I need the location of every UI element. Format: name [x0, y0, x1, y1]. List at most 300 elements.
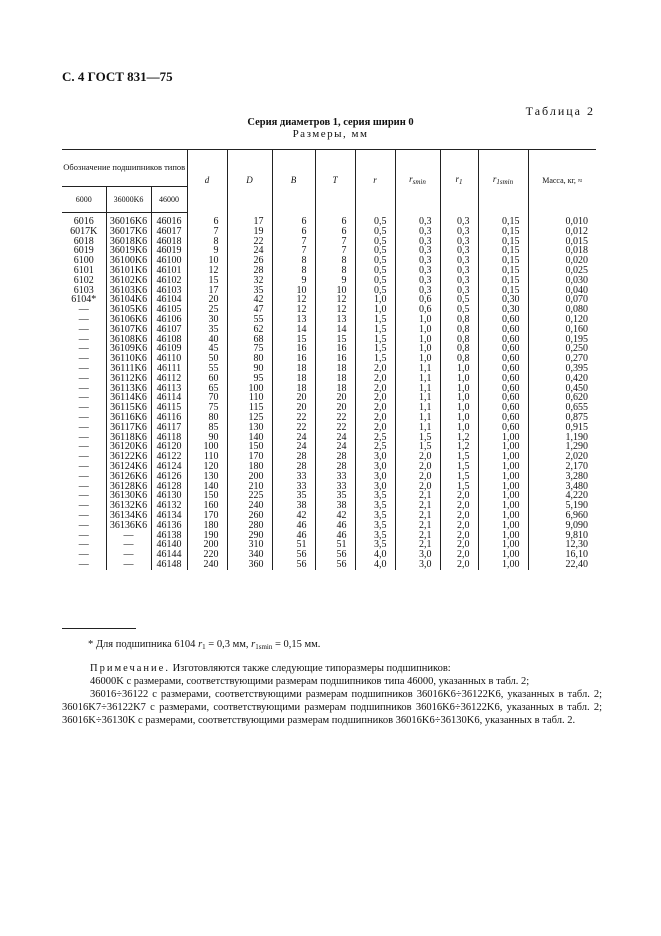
table-cell: 36114K6 [106, 393, 151, 403]
table-cell: 2,0 [355, 413, 395, 423]
table-cell: — [78, 460, 89, 472]
table-cell: 190 [187, 531, 227, 541]
table-cell: 1,00 [478, 501, 528, 511]
table-cell: 36101K6 [106, 266, 151, 276]
table-cell: 20 [187, 295, 227, 305]
table-cell: 46109 [151, 344, 187, 354]
table-cell: 8 [315, 266, 355, 276]
table-cell: 1,0 [395, 325, 440, 335]
table-cell: 46 [315, 531, 355, 541]
table-cell: 36106K6 [106, 315, 151, 325]
table-cell: 140 [227, 433, 272, 443]
table-cell: 6100 [73, 255, 94, 267]
table-cell: 115 [227, 403, 272, 413]
table-cell: 0,012 [528, 227, 596, 237]
table-cell: 36122K6 [106, 452, 151, 462]
table-cell: 0,6 [395, 305, 440, 315]
table-cell: 46115 [151, 403, 187, 413]
table-cell: 17 [187, 286, 227, 296]
table-cell: 18 [315, 384, 355, 394]
table-cell: 1,00 [478, 482, 528, 492]
table-cell: 9,090 [528, 521, 596, 531]
table-cell: — [78, 480, 89, 492]
table-cell: 46118 [151, 433, 187, 443]
table-cell: 6101 [73, 264, 94, 276]
table-cell: 0,3 [440, 227, 478, 237]
table-cell: 33 [272, 472, 315, 482]
table-cell: 46120 [151, 442, 187, 452]
note-line-36016: 36016÷36122 с размерами, соответствующими размерам подшипников 36016K6÷36122K6, указанных в табл. 2; 36016K7÷36122K7 с размерами, соответствующими размерам подшипников 36016K6÷36122K6, указанных в табл. 2; 36016K÷36130K с размерами, соответствующими размерам подшипников 36016K6÷36130K6, указанных в табл. 2. [62, 689, 602, 726]
table-cell: — [78, 343, 89, 355]
table-cell: — [78, 411, 89, 423]
table-cell: 6017K [70, 225, 98, 237]
table-cell: 46016 [151, 213, 187, 227]
table-cell: 2,0 [355, 364, 395, 374]
table-cell: 36118K6 [106, 433, 151, 443]
table-cell: 46 [315, 521, 355, 531]
table-cell: 1,1 [395, 403, 440, 413]
table-cell: 18 [315, 374, 355, 384]
table-cell: 46111 [151, 364, 187, 374]
table-cell: 3,5 [355, 501, 395, 511]
table-cell: 46113 [151, 384, 187, 394]
table-cell: 0,8 [440, 354, 478, 364]
table-cell: 0,15 [478, 213, 528, 227]
table-cell: 12,30 [528, 540, 596, 550]
table-cell: 0,3 [395, 227, 440, 237]
table-cell: — [78, 323, 89, 335]
table-cell: 56 [272, 550, 315, 560]
table-caption-units: Размеры, мм [292, 128, 369, 140]
table-cell: 46108 [151, 335, 187, 345]
col-r-header: r [355, 150, 395, 213]
table-cell: 14 [272, 325, 315, 335]
table-cell: 1,00 [478, 462, 528, 472]
table-cell: 1,290 [528, 442, 596, 452]
table-cell: — [78, 519, 89, 531]
table-cell: 1,00 [478, 452, 528, 462]
table-cell: 0,010 [528, 213, 596, 227]
table-cell: 7 [315, 237, 355, 247]
table-cell: 33 [272, 482, 315, 492]
table-cell: 0,60 [478, 374, 528, 384]
table-cell: 46130 [151, 491, 187, 501]
table-cell: 0,60 [478, 354, 528, 364]
table-cell: 1,0 [355, 305, 395, 315]
table-cell: 2,5 [355, 433, 395, 443]
table-cell: 0,3 [395, 286, 440, 296]
table-cell: 2,0 [355, 393, 395, 403]
table-cell: 36103K6 [106, 286, 151, 296]
table-cell: — [78, 509, 89, 521]
table-cell: 46128 [151, 482, 187, 492]
table-cell: 3,5 [355, 521, 395, 531]
table-cell: 6019 [73, 245, 94, 257]
table-cell: 36111K6 [106, 364, 151, 374]
table-cell: — [78, 392, 89, 404]
table-cell: 2,0 [395, 462, 440, 472]
table-cell: 18 [272, 374, 315, 384]
table-cell: 0,5 [355, 246, 395, 256]
table-cell: 7 [315, 246, 355, 256]
table-cell: — [78, 382, 89, 394]
table-cell: 46104 [151, 295, 187, 305]
table-cell: 2,170 [528, 462, 596, 472]
table-cell: 1,0 [440, 403, 478, 413]
table-cell: 19 [227, 227, 272, 237]
table-cell: 36120K6 [106, 442, 151, 452]
table-cell: 42 [227, 295, 272, 305]
table-cell: 95 [227, 374, 272, 384]
table-cell: 36124K6 [106, 462, 151, 472]
table-cell: 20 [272, 393, 315, 403]
table-cell: 0,60 [478, 344, 528, 354]
table-cell: 0,5 [355, 227, 395, 237]
table-cell: 0,915 [528, 423, 596, 433]
table-cell: 0,3 [395, 256, 440, 266]
table-cell: 2,0 [395, 482, 440, 492]
table-cell: 36100K6 [106, 256, 151, 266]
table-cell: 0,3 [440, 276, 478, 286]
table-cell: 36018K6 [106, 237, 151, 247]
table-cell: 0,5 [355, 213, 395, 227]
table-cell: 60 [187, 374, 227, 384]
table-cell: 35 [315, 491, 355, 501]
table-cell: 38 [272, 501, 315, 511]
table-cell: 14 [315, 325, 355, 335]
table-cell: 0,025 [528, 266, 596, 276]
table-cell: 0,270 [528, 354, 596, 364]
table-cell: — [106, 531, 151, 541]
table-cell: 90 [227, 364, 272, 374]
table-cell: 15 [187, 276, 227, 286]
table-cell: 1,1 [395, 413, 440, 423]
table-cell: 2,0 [355, 384, 395, 394]
table-cell: 150 [187, 491, 227, 501]
table-row [62, 560, 596, 570]
table-row [62, 213, 596, 227]
table-cell: 36116K6 [106, 413, 151, 423]
table-cell: 15 [315, 335, 355, 345]
table-cell: 0,60 [478, 393, 528, 403]
table-cell: 46 [272, 521, 315, 531]
table-cell: 35 [227, 286, 272, 296]
table-cell: 0,5 [355, 286, 395, 296]
table-cell: 310 [227, 540, 272, 550]
table-cell: 9 [187, 246, 227, 256]
table-cell: 0,420 [528, 374, 596, 384]
table-cell: 1,1 [395, 374, 440, 384]
table-cell: 46100 [151, 256, 187, 266]
table-cell: 1,5 [355, 335, 395, 345]
table-cell: 0,020 [528, 256, 596, 266]
table-cell: 0,3 [395, 266, 440, 276]
table-cell: 0,60 [478, 335, 528, 345]
table-cell: — [78, 549, 89, 561]
col-type-6000-header: 6000 [62, 187, 106, 213]
table-cell: 51 [315, 540, 355, 550]
table-cell: 1,0 [395, 335, 440, 345]
table-cell: 46105 [151, 305, 187, 315]
table-cell: 1,0 [440, 384, 478, 394]
table-cell: 36128K6 [106, 482, 151, 492]
table-cell: 2,0 [355, 403, 395, 413]
table-cell: 12 [315, 295, 355, 305]
table-cell: 46124 [151, 462, 187, 472]
table-cell: 0,60 [478, 413, 528, 423]
table-cell: 15 [272, 335, 315, 345]
table-cell: 280 [227, 521, 272, 531]
table-cell: 0,015 [528, 237, 596, 247]
table-cell: 46144 [151, 550, 187, 560]
table-cell: 46138 [151, 531, 187, 541]
table-cell: 36017K6 [106, 227, 151, 237]
table-cell: 0,120 [528, 315, 596, 325]
table-cell: 2,1 [395, 511, 440, 521]
note-block [62, 662, 602, 727]
table-cell: — [78, 558, 89, 570]
table-cell: 1,5 [395, 442, 440, 452]
table-cell: 6 [272, 227, 315, 237]
table-cell: 1,1 [395, 384, 440, 394]
table-cell: 36107K6 [106, 325, 151, 335]
table-cell: — [78, 529, 89, 541]
table-cell: 3,5 [355, 531, 395, 541]
table-cell: 46103 [151, 286, 187, 296]
table-cell: 1,0 [395, 344, 440, 354]
table-cell: 2,1 [395, 501, 440, 511]
table-cell: — [78, 470, 89, 482]
table-cell: 56 [272, 560, 315, 570]
table-cell: 1,5 [440, 452, 478, 462]
table-cell: 22,40 [528, 560, 596, 570]
table-cell: — [78, 372, 89, 384]
table-cell: 55 [227, 315, 272, 325]
table-cell: 0,195 [528, 335, 596, 345]
table-cell: 220 [187, 550, 227, 560]
table-cell: 1,1 [395, 393, 440, 403]
table-cell: 22 [315, 413, 355, 423]
table-cell: 3,0 [355, 452, 395, 462]
designation-header: Обозначение подшипников типов [63, 162, 186, 173]
table-cell: 1,0 [395, 354, 440, 364]
table-cell: 2,0 [355, 423, 395, 433]
table-cell: 1,5 [395, 433, 440, 443]
table-cell: 0,60 [478, 315, 528, 325]
table-cell: 46126 [151, 472, 187, 482]
table-cell: 35 [272, 491, 315, 501]
table-cell: 24 [272, 442, 315, 452]
table-cell: 1,0 [440, 413, 478, 423]
table-cell: 1,00 [478, 521, 528, 531]
table-cell: 36110K6 [106, 354, 151, 364]
table-cell: 200 [227, 472, 272, 482]
table-cell: 46116 [151, 413, 187, 423]
table-cell: — [78, 304, 89, 316]
table-cell: 0,30 [478, 305, 528, 315]
table-cell: 3,5 [355, 511, 395, 521]
table-cell: 32 [227, 276, 272, 286]
table-cell: 125 [227, 413, 272, 423]
table-cell: 2,0 [395, 472, 440, 482]
table-cell: 180 [227, 462, 272, 472]
table-cell: 51 [272, 540, 315, 550]
table-cell: 90 [187, 433, 227, 443]
table-cell: 2,0 [440, 540, 478, 550]
table-cell: 8 [272, 266, 315, 276]
table-cell: 18 [315, 364, 355, 374]
table-cell: — [106, 540, 151, 550]
col-B-header: B [272, 150, 315, 213]
table-cell: 56 [315, 550, 355, 560]
table-cell: 46132 [151, 501, 187, 511]
table-cell: 210 [227, 482, 272, 492]
table-cell: 20 [272, 403, 315, 413]
table-cell: 160 [187, 501, 227, 511]
table-cell: 0,5 [355, 266, 395, 276]
col-mass-header: Масса, кг, ≈ [528, 150, 596, 213]
table-cell: 2,0 [440, 531, 478, 541]
table-cell: 28 [272, 462, 315, 472]
table-cell: 100 [227, 384, 272, 394]
table-cell: 6 [272, 213, 315, 227]
table-cell: 1,0 [440, 393, 478, 403]
table-cell: 46 [272, 531, 315, 541]
table-cell: 1,5 [440, 482, 478, 492]
table-cell: 180 [187, 521, 227, 531]
table-cell: 17 [227, 213, 272, 227]
footnote: * Для подшипника 6104 $r_1 = 0,3$ мм, $r_{1smin} = 0,15$ мм. [88, 639, 321, 651]
col-type-36000-header: 36000K6 [106, 187, 151, 213]
table-cell: 46148 [151, 560, 187, 570]
table-cell: 24 [315, 433, 355, 443]
table-cell: 6,960 [528, 511, 596, 521]
table-cell: 1,0 [440, 374, 478, 384]
table-cell: 0,3 [440, 246, 478, 256]
table-cell: 100 [187, 442, 227, 452]
table-cell: 16 [315, 344, 355, 354]
table-cell: 260 [227, 511, 272, 521]
table-cell: 170 [187, 511, 227, 521]
table-cell: 46117 [151, 423, 187, 433]
table-cell: 0,450 [528, 384, 596, 394]
table-cell: 46102 [151, 276, 187, 286]
table-cell: 3,5 [355, 491, 395, 501]
table-cell: 24 [315, 442, 355, 452]
table-cell: 36108K6 [106, 335, 151, 345]
table-cell: 62 [227, 325, 272, 335]
table-cell: 6 [187, 213, 227, 227]
table-cell: 240 [227, 501, 272, 511]
table-cell: 50 [187, 354, 227, 364]
table-cell: 0,5 [440, 305, 478, 315]
table-cell: 3,5 [355, 540, 395, 550]
table-cell: 10 [272, 286, 315, 296]
table-cell: 75 [227, 344, 272, 354]
table-cell: 10 [315, 286, 355, 296]
table-cell: 0,3 [440, 286, 478, 296]
table-cell: 6 [315, 213, 355, 227]
table-cell: 170 [227, 452, 272, 462]
table-cell: 1,190 [528, 433, 596, 443]
table-cell: 46140 [151, 540, 187, 550]
table-cell: 130 [227, 423, 272, 433]
table-cell: 110 [187, 452, 227, 462]
table-cell: 46017 [151, 227, 187, 237]
table-cell: 55 [187, 364, 227, 374]
table-cell: 0,8 [440, 315, 478, 325]
table-cell: 70 [187, 393, 227, 403]
table-cell: 36105K6 [106, 305, 151, 315]
table-cell: 46122 [151, 452, 187, 462]
table-cell: 0,60 [478, 403, 528, 413]
table-cell: 36134K6 [106, 511, 151, 521]
page-header: С. 4 ГОСТ 831—75 [62, 69, 173, 84]
table-cell: 0,6 [395, 295, 440, 305]
table-cell: 0,60 [478, 364, 528, 374]
table-cell: 20 [315, 393, 355, 403]
table-cell: 2,0 [395, 452, 440, 462]
table-cell: 36016K6 [106, 213, 151, 227]
table-caption-series: Серия диаметров 1, серия ширин 0 [247, 117, 414, 128]
table-label: Таблица 2 [525, 104, 595, 118]
table-cell: 9,810 [528, 531, 596, 541]
table-cell: 22 [272, 423, 315, 433]
table-cell: 22 [272, 413, 315, 423]
table-cell: 2,1 [395, 531, 440, 541]
table-cell: 0,60 [478, 423, 528, 433]
table-cell: 0,60 [478, 384, 528, 394]
table-cell: 0,8 [440, 325, 478, 335]
table-cell: — [78, 402, 89, 414]
table-cell: 0,040 [528, 286, 596, 296]
table-cell: 12 [272, 295, 315, 305]
table-cell: 13 [272, 315, 315, 325]
table-cell: 8 [272, 256, 315, 266]
table-cell: 0,620 [528, 393, 596, 403]
table-cell: 0,655 [528, 403, 596, 413]
table-cell: 1,5 [355, 354, 395, 364]
table-cell: 2,0 [440, 521, 478, 531]
table-cell: 36126K6 [106, 472, 151, 482]
table-cell: 0,5 [355, 237, 395, 247]
table-cell: 33 [315, 482, 355, 492]
table-cell: — [78, 431, 89, 443]
table-cell: 46112 [151, 374, 187, 384]
footnote-rule [62, 628, 136, 629]
col-rsmin-header: $r_{smin}$ [395, 150, 440, 213]
table-cell: 80 [227, 354, 272, 364]
table-cell: 0,3 [395, 237, 440, 247]
table-cell: 1,5 [440, 462, 478, 472]
table-cell: 6016 [73, 216, 94, 227]
table-cell: 0,3 [440, 213, 478, 227]
table-cell: 2,0 [355, 374, 395, 384]
table-cell: 0,3 [395, 276, 440, 286]
table-cell: — [78, 490, 89, 502]
table-cell: 2,5 [355, 442, 395, 452]
table-cell: 2,1 [395, 540, 440, 550]
table-cell: 0,15 [478, 246, 528, 256]
table-cell: 2,0 [440, 560, 478, 570]
table-cell: 12 [272, 305, 315, 315]
table-cell: 24 [272, 433, 315, 443]
table-cell: 3,0 [355, 482, 395, 492]
table-cell: 3,0 [355, 462, 395, 472]
table-cell: 46106 [151, 315, 187, 325]
table-cell: 0,3 [395, 213, 440, 227]
table-cell: 120 [187, 462, 227, 472]
